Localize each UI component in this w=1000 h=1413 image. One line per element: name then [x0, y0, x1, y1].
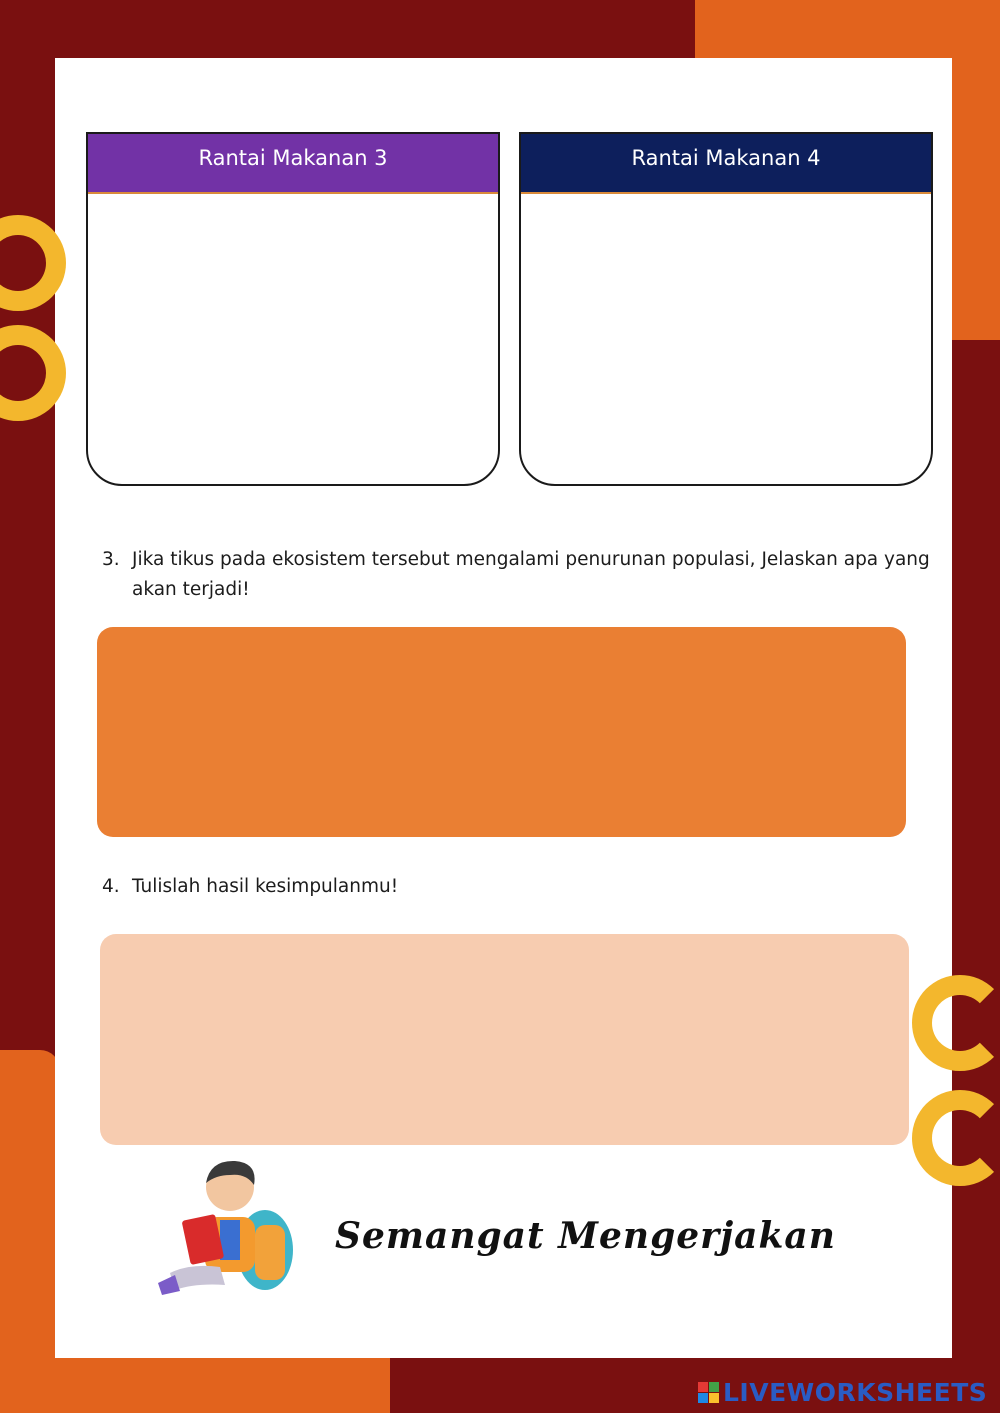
- panel-title: Rantai Makanan 4: [521, 134, 931, 194]
- frame-accent-bottom-strip: [0, 1355, 390, 1413]
- question-text: Tulislah hasil kesimpulanmu!: [132, 876, 399, 897]
- panel-title: Rantai Makanan 3: [88, 134, 498, 194]
- question-text: Jika tikus pada ekosistem tersebut mengalami penurunan populasi, Jelaskan apa yang akan terjadi!: [132, 549, 930, 600]
- question-number: 3.: [102, 549, 120, 570]
- brand-name: LIVEWORKSHEETS: [723, 1378, 988, 1407]
- food-chain-panel-3[interactable]: [86, 132, 500, 486]
- question-3: [102, 545, 932, 605]
- motto-text: Semangat Mengerjakan: [335, 1215, 836, 1257]
- decorative-arc-icon: [912, 975, 1000, 1071]
- decorative-arc-icon: [912, 1090, 1000, 1186]
- brand-logo-icon: [698, 1382, 719, 1403]
- question-number: 4.: [102, 876, 120, 897]
- question-4: [102, 872, 932, 902]
- answer-box-4[interactable]: [100, 934, 909, 1145]
- brand-watermark[interactable]: [698, 1378, 987, 1407]
- food-chain-panel-4[interactable]: [519, 132, 933, 486]
- answer-box-3[interactable]: [97, 627, 906, 837]
- boy-reading-illustration: [150, 1155, 300, 1300]
